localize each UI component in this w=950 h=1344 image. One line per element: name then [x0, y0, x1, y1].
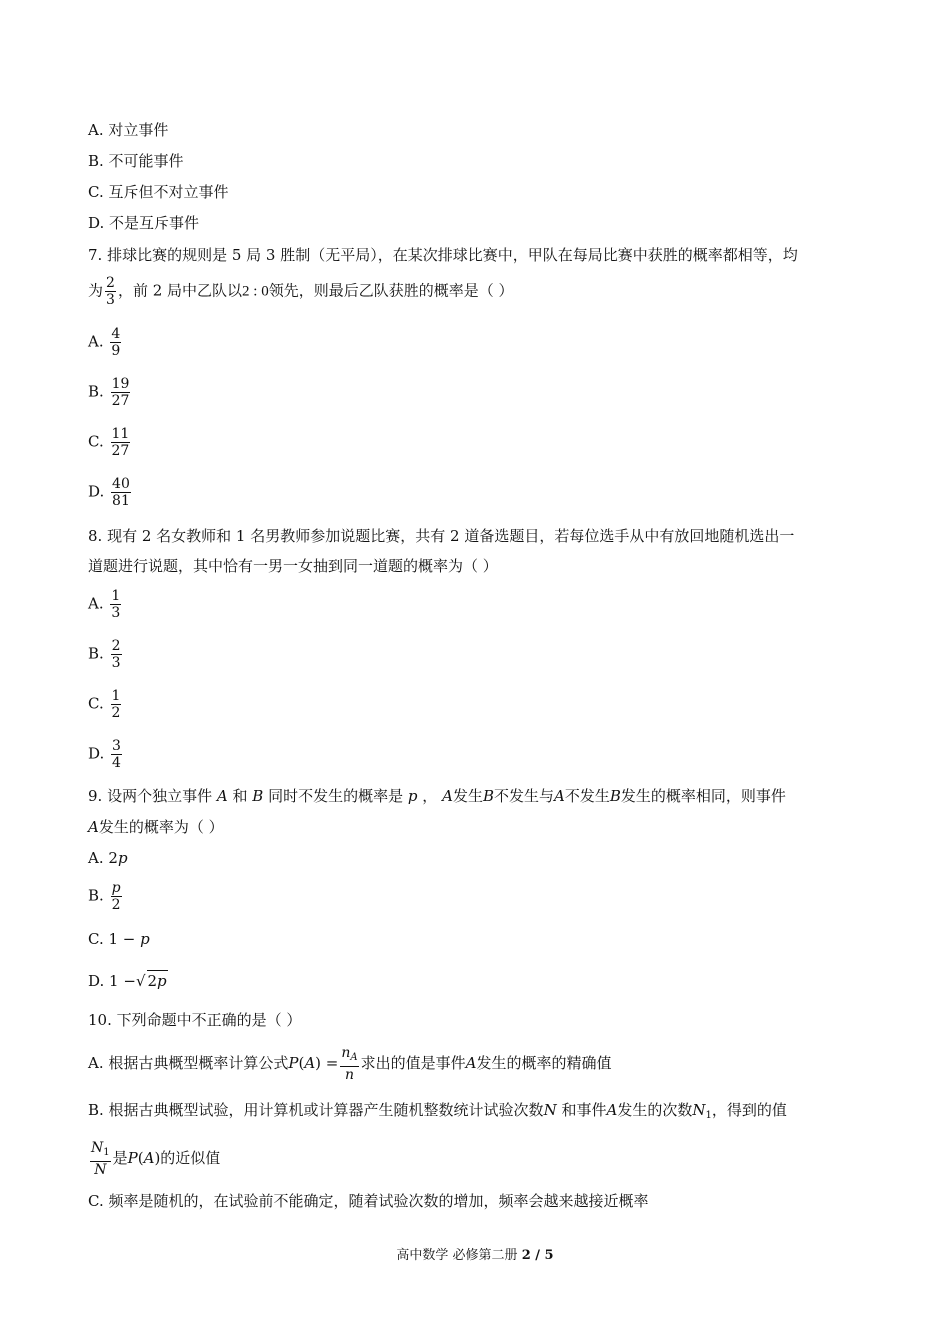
q7-option-d: D. $\frac{40}{81}$ — [88, 476, 130, 509]
q9-option-a: A. 2p — [88, 849, 128, 867]
q7-ratio: 2 : 0 — [242, 283, 269, 300]
q10-option-c: C. 频率是随机的，在试验前不能确定，随着试验次数的增加，频率会越来越接近概率 — [88, 1192, 649, 1210]
q10-option-a: A. 根据古典概型概率计算公式P(A) = $\frac{n_A}{n}$ 求出的值是事件A发生的概率的精确值 — [88, 1045, 612, 1083]
q8-stem-line2: 道题进行说题，其中恰有一男一女抽到同一道题的概率为（ ） — [88, 557, 498, 575]
q9-option-b: B. $\frac{p}{2}$ — [88, 880, 121, 913]
q8-option-b: B. $\frac{2}{3}$ — [88, 638, 121, 671]
page-number: 2 / 5 — [521, 1248, 554, 1263]
q9-option-c: C. 1 − p — [88, 930, 150, 948]
q7-option-a: A. $\frac{4}{9}$ — [88, 326, 121, 359]
q8-option-d: D. $\frac{3}{4}$ — [88, 738, 121, 771]
q6-option-b: B. 不可能事件 — [88, 152, 184, 170]
q7-stem-line2: 为 $\frac{2}{3}$ ，前 2 局中乙队以2 : 0领先，则最后乙队获胜的概率是（ ） — [88, 275, 514, 308]
q8-stem-line1: 8. 现有 2 名女教师和 1 名男教师参加说题比赛，共有 2 道备选题目，若每位选手从中有放回地随机选出一 — [88, 527, 795, 545]
q7-option-c: C. $\frac{11}{27}$ — [88, 426, 130, 459]
q8-option-a: A. $\frac{1}{3}$ — [88, 588, 121, 621]
q10-option-b-line1: B. 根据古典概型试验，用计算机或计算器产生随机整数统计试验次数N 和事件A发生的次数$N_1$，得到的值 — [88, 1101, 787, 1121]
page-footer: 高中数学 必修第二册 2 / 5 — [396, 1248, 554, 1263]
q9-stem-line1: 9. 设两个独立事件 A 和 B 同时不发生的概率是 p ， A发生B不发生与A不发生B发生的概率相同，则事件 — [88, 787, 786, 805]
q6-option-c: C. 互斥但不对立事件 — [88, 183, 229, 201]
q7-fraction: $\frac{2}{3}$ — [106, 275, 115, 308]
q10-option-b-line2: $\frac{N_1}{N}$ 是P(A)的近似值 — [91, 1140, 221, 1178]
q6-option-d: D. 不是互斥事件 — [88, 214, 200, 232]
sqrt-radicand: 2p — [147, 972, 167, 990]
q7-option-b: B. $\frac{19}{27}$ — [88, 376, 130, 409]
q9-stem-line2: A发生的概率为（ ） — [88, 818, 224, 836]
q10-stem: 10. 下列命题中不正确的是（ ） — [88, 1011, 302, 1029]
q9-option-d: D. 1 −√ 2p — [88, 972, 167, 990]
q7-stem-line1: 7. 排球比赛的规则是 5 局 3 胜制（无平局），在某次排球比赛中，甲队在每局比赛中获胜的概率都相等，均 — [88, 246, 798, 264]
q8-option-c: C. $\frac{1}{2}$ — [88, 688, 121, 721]
q6-option-a: A. 对立事件 — [88, 121, 169, 139]
